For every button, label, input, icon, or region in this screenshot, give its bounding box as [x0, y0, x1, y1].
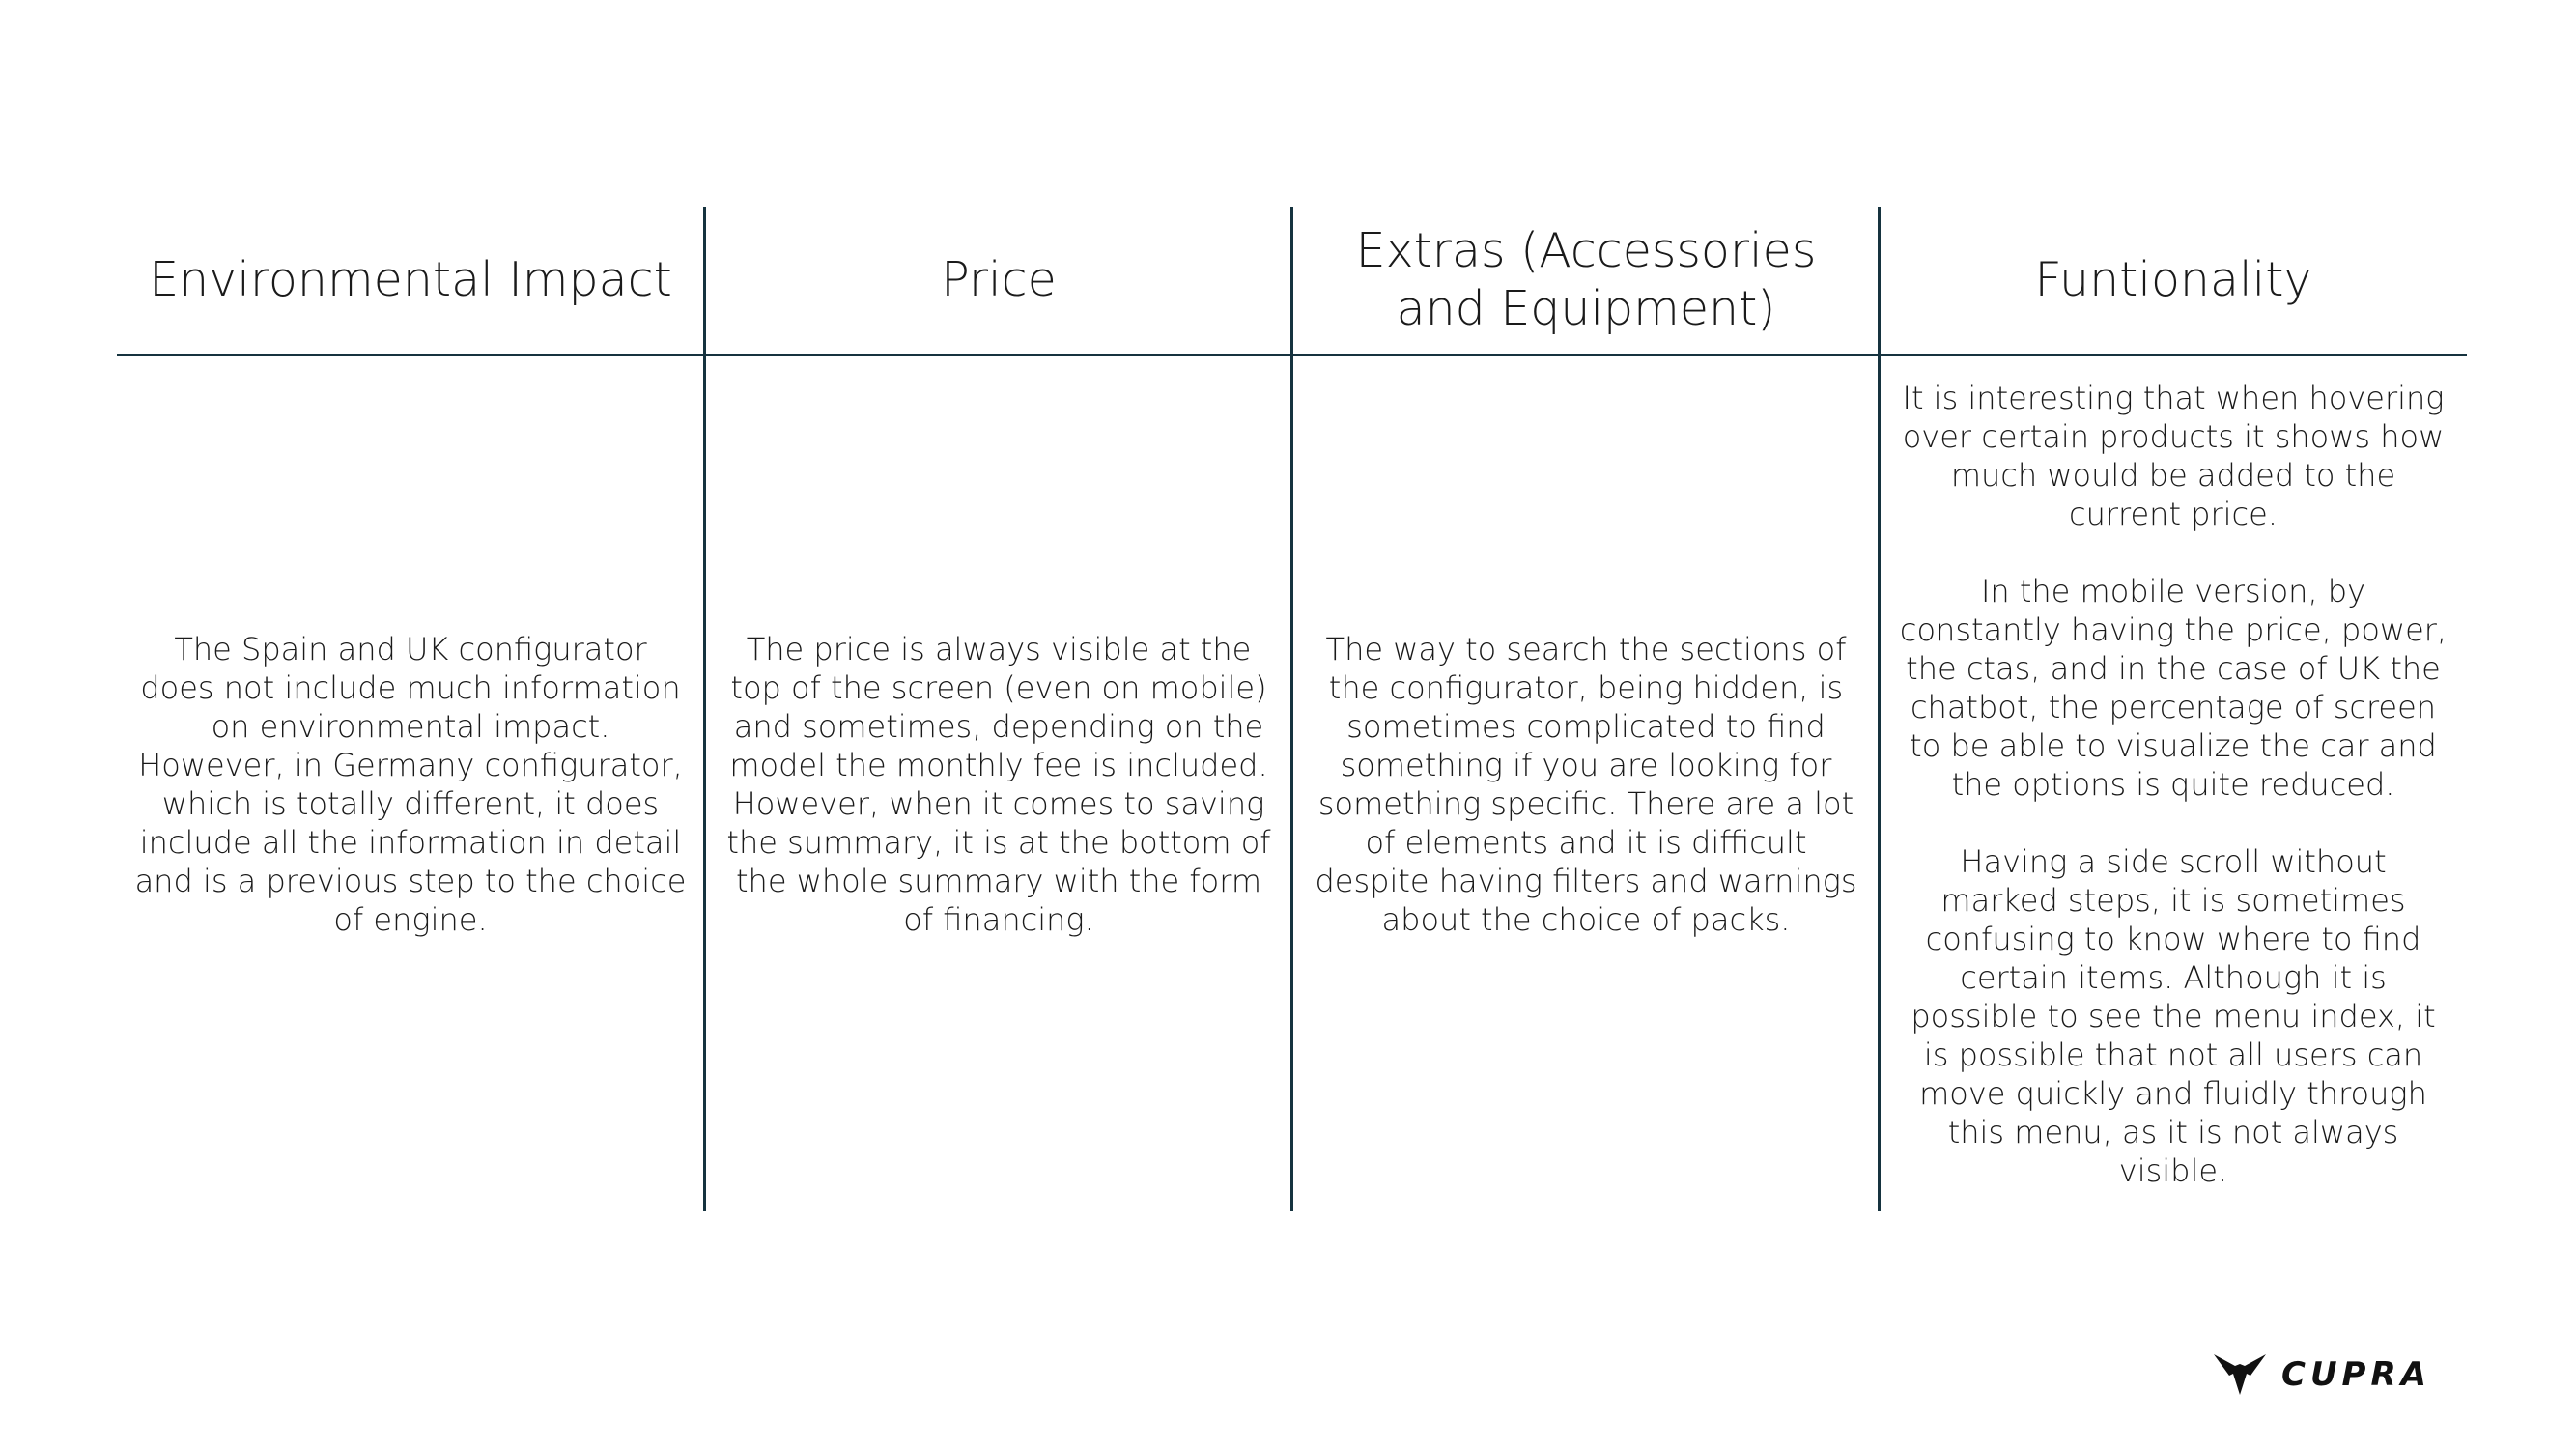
column-title: Price	[941, 252, 1057, 307]
column-price	[705, 207, 1292, 1211]
comparison-table	[117, 207, 2467, 1211]
column-paragraph: The price is always visible at the top of the screen (even on mobile) and sometimes, depending on the model the monthly fee is included. However, when it comes to saving the summary, it is at the bottom of the whole summary with the form of financing.	[726, 631, 1271, 938]
column-paragraph: Having a side scroll without marked steps, it is sometimes confusing to know where to find certain items. Although it is possible to see the menu index, it is possible that not all users can move quickly and fluidly through this menu, as it is not always visible.	[1911, 843, 2436, 1189]
column-title: Extras (Accessories and Equipment)	[1355, 223, 1817, 336]
column-extras	[1292, 207, 1880, 1211]
column-paragraph: The way to search the sections of the configurator, being hidden, is sometimes complicated to find something if you are looking for something specific. There are a lot of elements and it is difficult despite having filters and warnings about the choice of packs.	[1315, 631, 1857, 938]
column-functionality	[1880, 207, 2467, 1211]
column-body	[705, 357, 1292, 1211]
cupra-triangle-icon	[2214, 1352, 2266, 1397]
column-body	[1292, 357, 1880, 1211]
logo-wordmark: CUPRA	[2281, 1355, 2431, 1394]
column-paragraph: It is interesting that when hovering over certain products it shows how much would be added to the current price.	[1902, 380, 2445, 532]
column-body	[117, 357, 704, 1211]
column-title: Funtionality	[2034, 252, 2312, 307]
column-environmental-impact	[117, 207, 704, 1211]
cupra-logo	[2214, 1350, 2475, 1399]
column-body	[1880, 357, 2467, 1211]
column-paragraph: In the mobile version, by constantly having the price, power, the ctas, and in the case of UK the chatbot, the percentage of screen to be able to visualize the car and the options is quite reduced.	[1899, 573, 2448, 803]
column-title: Environmental Impact	[149, 252, 672, 307]
column-paragraph: The Spain and UK configurator does not include much information on environmental impact. However, in Germany configurator, which is totally different, it does include all the information in detail and is a previous step to the choice of engine.	[134, 631, 687, 938]
